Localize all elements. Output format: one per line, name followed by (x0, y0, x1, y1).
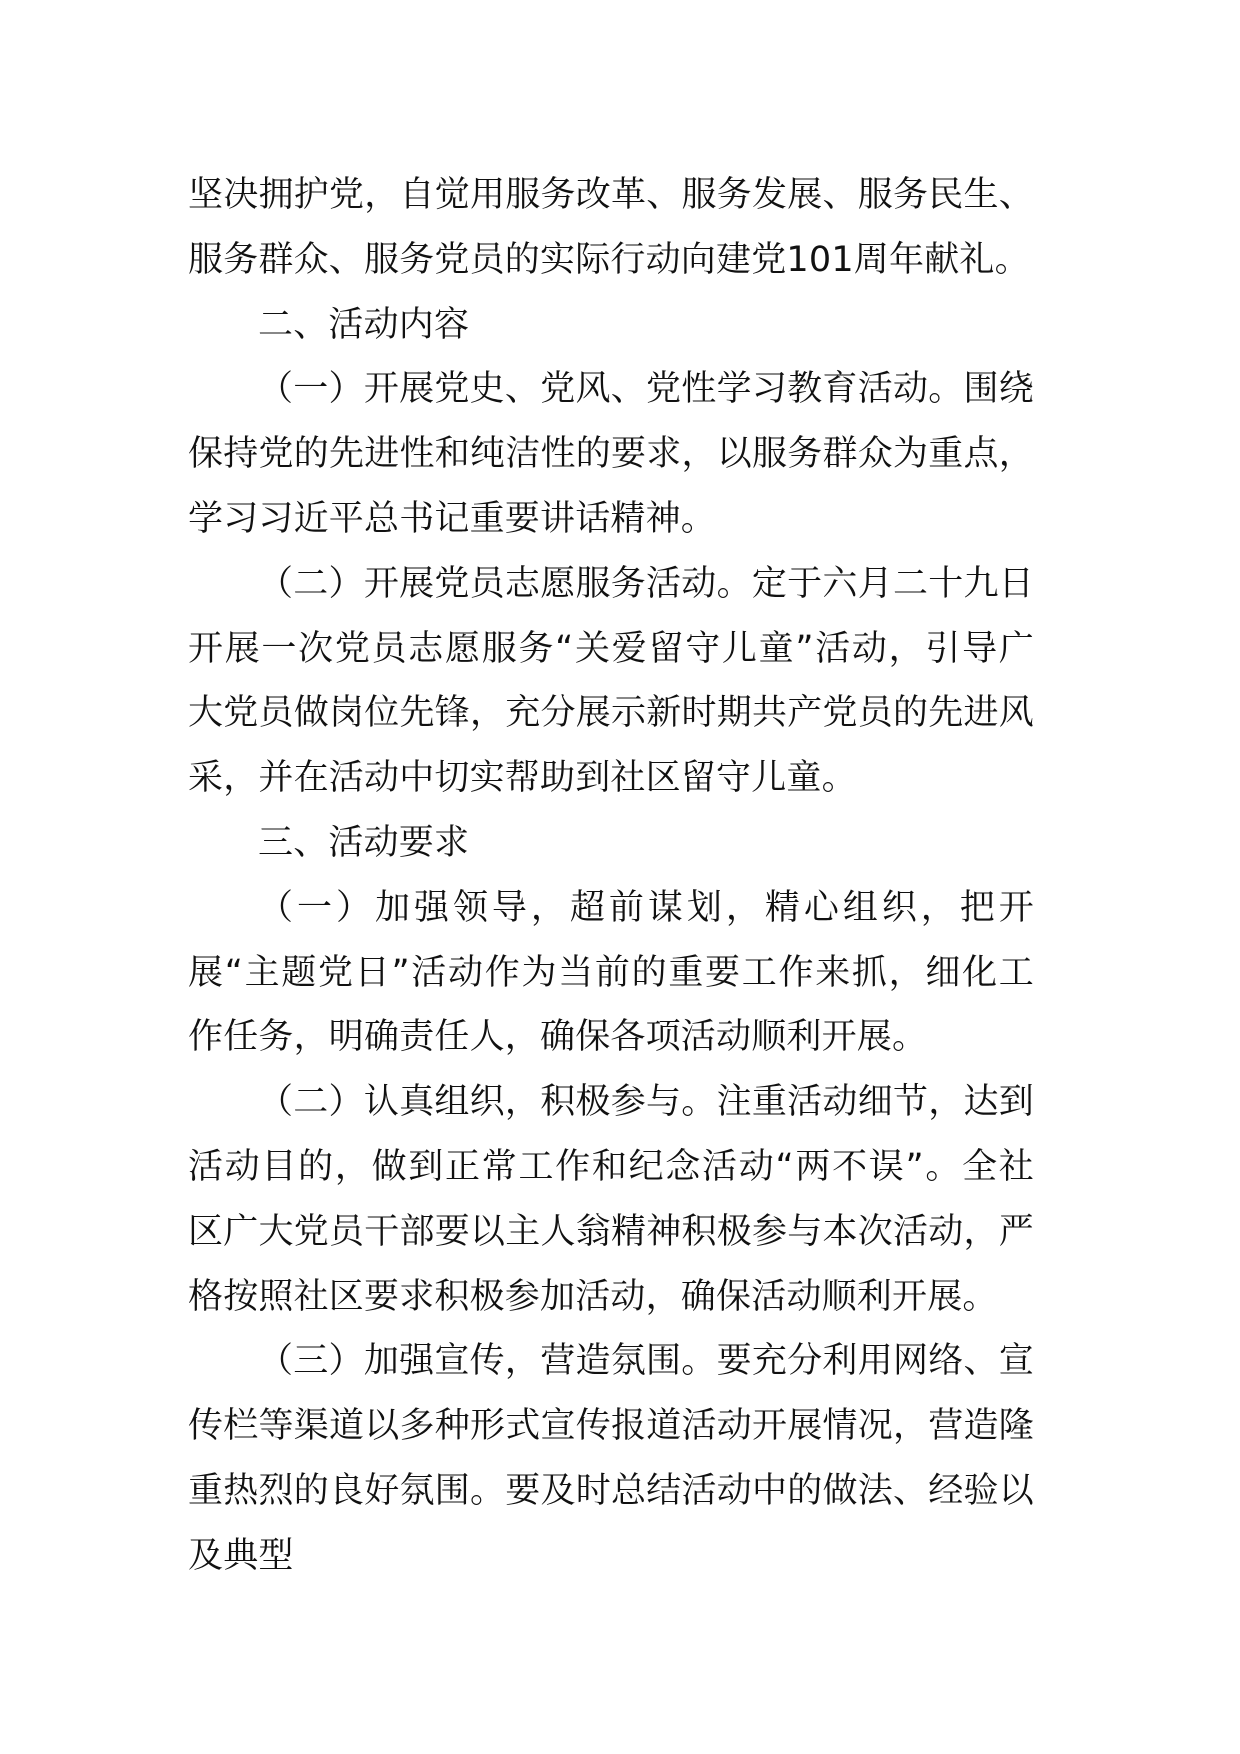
paragraph-content-item-1: （一）开展党史、党风、党性学习教育活动。围绕保持党的先进性和纯洁性的要求，以服务群众为重点，学习习近平总书记重要讲话精神。 (188, 369, 1034, 539)
paragraph-requirement-item-1: （一）加强领导，超前谋划，精心组织，把开展“主题党日”活动作为当前的重要工作来抓，细化工作任务，明确责任人，确保各项活动顺利开展。 (188, 887, 1034, 1058)
paragraph-requirement-item-3: （三）加强宣传，营造氛围。要充分利用网络、宣传栏等渠道以多种形式宣传报道活动开展情况，营造隆重热烈的良好氛围。要及时总结活动中的做法、经验以及典型 (188, 1341, 1034, 1576)
document-body (188, 163, 1034, 1589)
section-heading-activity-content: 二、活动内容 (258, 304, 470, 345)
section-heading-activity-requirements: 三、活动要求 (258, 822, 470, 863)
paragraph-requirement-item-2: （二）认真组织，积极参与。注重活动细节，达到活动目的，做到正常工作和纪念活动“两不误”。全社区广大党员干部要以主人翁精神积极参与本次活动，严格按照社区要求积极参加活动，确保活动顺利开展。 (188, 1082, 1034, 1317)
paragraph-content-item-2: （二）开展党员志愿服务活动。定于六月二十九日开展一次党员志愿服务“关爱留守儿童”活动，引导广大党员做岗位先锋，充分展示新时期共产党员的先进风采，并在活动中切实帮助到社区留守儿童。 (188, 563, 1034, 799)
paragraph-intro-continuation: 坚决拥护党，自觉用服务改革、服务发展、服务民生、服务群众、服务党员的实际行动向建党101周年献礼。 (188, 175, 1034, 280)
